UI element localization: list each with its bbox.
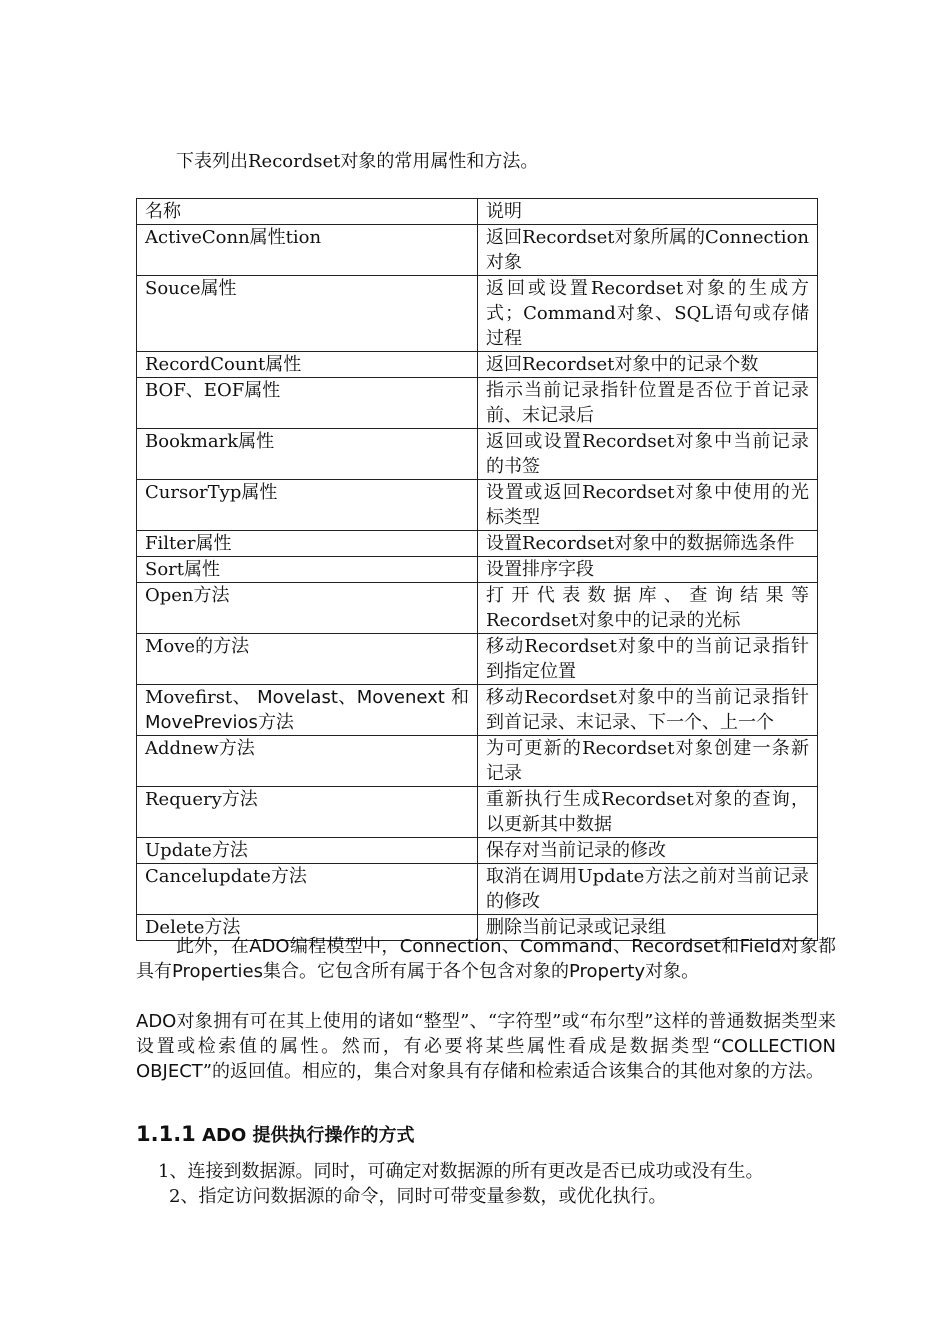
row-description: 为可更新的Recordset对象创建一条新记录 — [478, 736, 818, 787]
row-name-part: 方法 — [257, 712, 294, 733]
table-row — [137, 634, 818, 685]
row-name: Bookmark属性 — [137, 429, 478, 480]
text-run: 对象都具有 — [136, 936, 837, 982]
table-row — [137, 531, 818, 557]
table-row — [137, 480, 818, 531]
row-name-part: 和 — [451, 687, 469, 708]
row-name: Filter属性 — [137, 531, 478, 557]
text-run: ”的返回值。相应的，集合对象具有存储和检索适合该集合的其他对象的方法。 — [202, 1061, 824, 1082]
text-run: 编程模型中， — [289, 936, 400, 957]
text-run: Properties — [172, 961, 263, 982]
row-name: Sort属性 — [137, 557, 478, 583]
table-row — [137, 378, 818, 429]
row-description: 保存对当前记录的修改 — [478, 838, 818, 864]
text-run: Property — [568, 961, 646, 982]
row-name: BOF、EOF属性 — [137, 378, 478, 429]
text-run: ADO — [249, 936, 290, 957]
row-description: 返回Recordset对象中的记录个数 — [478, 352, 818, 378]
row-name: Update方法 — [137, 838, 478, 864]
paragraph-data-types — [136, 1009, 836, 1084]
row-description: 移动Recordset对象中的当前记录指针到首记录、末记录、下一个、上一个 — [478, 685, 818, 736]
row-description: 移动Recordset对象中的当前记录指针到指定位置 — [478, 634, 818, 685]
intro-text: 下表列出Recordset对象的常用属性和方法。 — [176, 151, 539, 172]
row-name: CursorTyp属性 — [137, 480, 478, 531]
row-description: 删除当前记录或记录组 — [478, 915, 818, 941]
row-description: 重新执行生成Recordset对象的查询，以更新其中数据 — [478, 787, 818, 838]
heading-number: 1.1.1 — [136, 1122, 196, 1146]
table-header-row — [137, 199, 818, 225]
text-run: Field — [739, 936, 782, 957]
table-row — [137, 838, 818, 864]
row-name: Open方法 — [137, 583, 478, 634]
table-row — [137, 557, 818, 583]
section-heading — [136, 1121, 415, 1149]
table-row — [137, 276, 818, 352]
row-name: Addnew方法 — [137, 736, 478, 787]
properties-table — [136, 198, 818, 941]
row-name: Souce属性 — [137, 276, 478, 352]
text-run: 和 — [720, 936, 740, 957]
row-description: 返回或设置Recordset对象中当前记录的书签 — [478, 429, 818, 480]
text-run: 对象。 — [645, 961, 700, 982]
row-name — [137, 685, 478, 736]
text-run: Connection、Command、Recordset — [399, 936, 721, 957]
row-description: 取消在调用Update方法之前对当前记录的修改 — [478, 864, 818, 915]
table-row — [137, 736, 818, 787]
text-run: 对象拥有可在其上使用的诸如“整型”、“字符型”或“布尔型”这样的普通数据类型来设置或检索值的属性。然而，有必要将某些属性看成是数据类型“ — [136, 1011, 836, 1057]
row-name-part: MovePrevios — [145, 712, 258, 733]
heading-title: ADO 提供执行操作的方式 — [202, 1125, 415, 1146]
paragraph-properties-collection — [136, 934, 836, 984]
table-row — [137, 685, 818, 736]
table-row — [137, 225, 818, 276]
table-row — [137, 583, 818, 634]
row-name: ActiveConn属性tion — [137, 225, 478, 276]
table-row — [137, 352, 818, 378]
header-description: 说明 — [478, 199, 818, 225]
row-description: 设置或返回Recordset对象中使用的光标类型 — [478, 480, 818, 531]
row-name: RecordCount属性 — [137, 352, 478, 378]
row-description: 设置排序字段 — [478, 557, 818, 583]
row-name: Move的方法 — [137, 634, 478, 685]
row-description: 设置Recordset对象中的数据筛选条件 — [478, 531, 818, 557]
row-name-part: Movelast、Movenext — [257, 687, 445, 708]
text-run: 此外，在 — [176, 936, 250, 957]
text-run: ADO — [136, 1011, 177, 1032]
row-description: 指示当前记录指针位置是否位于首记录前、末记录后 — [478, 378, 818, 429]
row-name: Cancelupdate方法 — [137, 864, 478, 915]
list-item: 2、指定访问数据源的命令，同时可带变量参数，或优化执行。 — [169, 1186, 667, 1207]
row-name-part: Movefirst、 — [145, 687, 251, 708]
table-row — [137, 864, 818, 915]
row-description: 打开代表数据库、查询结果等Recordset对象中的记录的光标 — [478, 583, 818, 634]
row-name: Requery方法 — [137, 787, 478, 838]
text-run: COLLECTION OBJECT — [136, 1036, 836, 1082]
table-row — [137, 787, 818, 838]
table-row — [137, 429, 818, 480]
header-name: 名称 — [137, 199, 478, 225]
text-run: 集合。它包含所有属于各个包含对象的 — [262, 961, 569, 982]
row-name: Delete方法 — [137, 915, 478, 941]
row-description: 返回Recordset对象所属的Connection对象 — [478, 225, 818, 276]
row-description: 返回或设置Recordset对象的生成方式；Command对象、SQL语句或存储过程 — [478, 276, 818, 352]
list-item: 1、连接到数据源。同时，可确定对数据源的所有更改是否已成功或没有生。 — [158, 1161, 764, 1182]
